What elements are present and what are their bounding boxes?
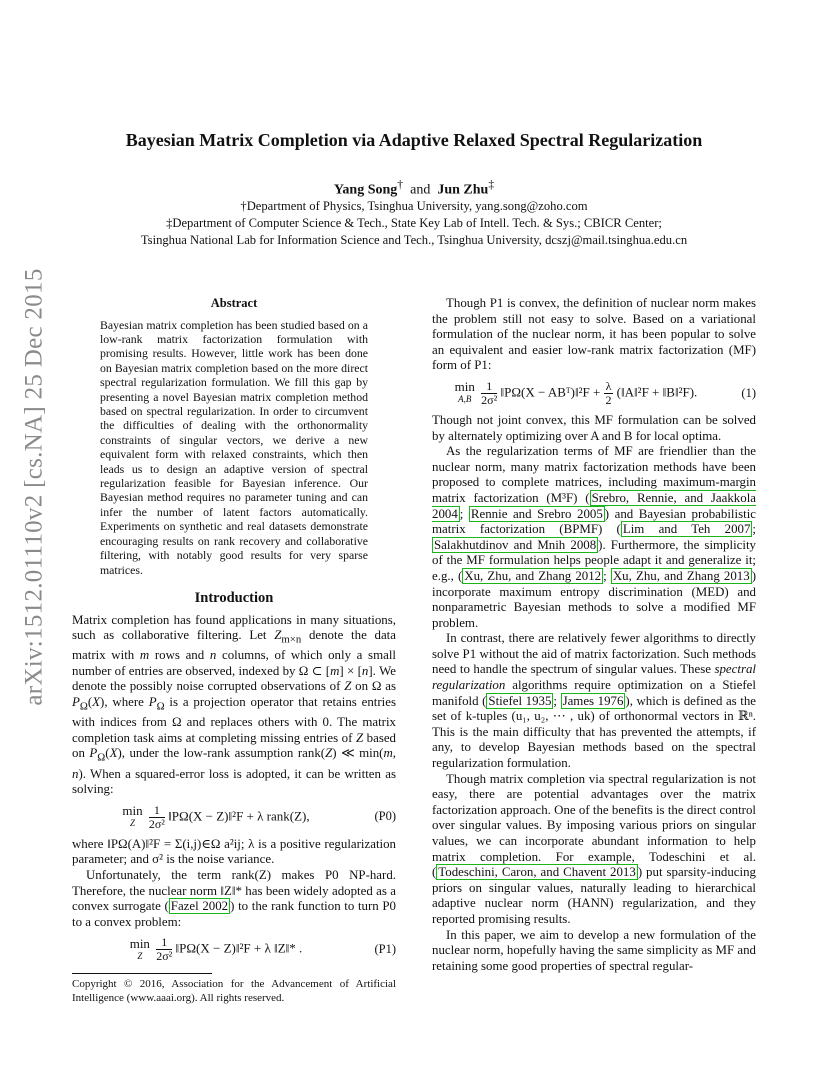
citation-link[interactable]: Salakhutdinov and Mnih 2008 [434,537,597,552]
citation-link[interactable]: Xu, Zhu, and Zhang 2013 [612,568,750,583]
affiliation-2: ‡Department of Computer Science & Tech., State Key Lab of Intell. Tech. & Sys.; CBICR Center; [166,216,662,230]
citation-link[interactable]: Stiefel 1935 [488,693,552,708]
equation-1-number: (1) [741,385,756,400]
right-paragraph-2: Though not joint convex, this MF formulation can be solved by alternately optimizing over A and B for local optima. [432,412,756,443]
right-paragraph-4: In contrast, there are relatively fewer algorithms to directly solve P1 without the aid of matrix factorization. Such methods need to handle the spectrum of singular values. These spectral regularization algorithms require optimization on a Stiefel manifold ( Stiefel 1935 ; James 1976 ), which is defined as the set of k-tuples (u₁, u₂, ⋯ , uk) of orthonormal vectors in ℝⁿ. This is the main difficulty that has prevented the attempts, if any, to develop Bayesian methods based on the spectral regularization formulation. [432,631,757,771]
intro-paragraph-2: where ‖PΩ(A)‖²F = Σ(i,j)∈Ω a²ij; λ is a positive regularization parameter; and σ² is the noise variance. [72,836,396,867]
right-paragraph-5: Though matrix completion via spectral regularization is not easy, there are potential advantages over the matrix factorization approach. One of the benefits is the direct control over singular values. By imposing various priors on singular values, we can incorporate abundant information to help matrix completion. For example, Todeschini et al. ( Todeschini, Caron, and Chavent 2013 ) put sparsity-inducing priors on singular values, naturally leading to hierarchical adaptive nuclear norm (HANN) regularization, and they reported promising results. [432,771,756,926]
paper-title: Bayesian Matrix Completion via Adaptive Relaxed Spectral Regularization [125,130,703,150]
introduction-heading: Introduction [194,589,274,606]
right-column [432,296,756,974]
equation-1: min A,B $\frac{1}{\text{2σ²}}$ ‖PΩ(X − ABᵀ)‖²F + $\frac{\lambda}{2}$ (‖A‖²F + ‖B‖²F). (1) [454,378,756,407]
intro-paragraph-1: Matrix completion has found applications in many situations, such as collaborative filtering. Let $Z_{m\times n}$ denote the data matrix with m rows and n columns, of which only a small number of entries are observed, indexed by Ω ⊂ [m] × [n]. We denote the possibly noise corrupted observations of Z on Ω as $P_\Omega(X)$, where $P_\Omega$ is a projection operator that retains entries with indices from Ω and replaces others with 0. The matrix completion task aims at completing missing entries of Z based on $P_\Omega(X)$, under the low-rank assumption rank(Z) ≪ min(m, n). When a squared-error loss is adopted, it can be written as solving: [72,612,397,797]
arxiv-stamp [20,268,50,706]
equation-p0: min Z $\frac{1}{\text{2σ²}}$ ‖PΩ(X − Z)‖²F + λ rank(Z), (P0) [122,802,396,831]
intro-paragraph-3: Unfortunately, the term rank(Z) makes P0 NP-hard. Therefore, the nuclear norm ‖Z‖* has been widely adopted as a convex surrogate ( Fazel 2002 ) to the rank function to turn P0 to a convex problem: [72,867,396,929]
citation-link[interactable]: James 1976 [562,693,624,708]
equation-p0-number: (P0) [374,809,396,824]
author-2: Jun Zhu [437,182,489,198]
right-paragraph-6: In this paper, we aim to develop a new formulation of the nuclear norm, hopefully having the same simplicity as MF and retaining some good properties of spectral regular- [432,927,756,973]
copyright-notice: Copyright © 2016, Association for the Advancement of Artificial Intelligence (www.aaai.org). All rights reserved. [72,978,396,1004]
citation-link[interactable]: Todeschini, Caron, and Chavent 2013 [438,865,636,880]
abstract-heading: Abstract [210,296,258,310]
abstract-text: Bayesian matrix completion has been studied based on a low-rank matrix factorization formulation with promising results. However, little work has been done on Bayesian matrix completion based on the more direct spectral regularization formulation. We fill this gap by presenting a novel Bayesian matrix completion method based on spectral regularization. In order to circumvent the difficulties of dealing with the orthonormality constraints of singular vectors, we derive a new equivalent form with relaxed constraints, which then leads us to design an adaptive version of spectral regularization feasible for Bayesian inference. Our Bayesian method requires no parameter tuning and can infer the number of latent factors automatically. Experiments on synthetic and real datasets demonstrate encouraging results on rank recovery and collaborative filtering, with notably good results for very sparse matrices. [100,317,368,577]
author-1-mark: † [397,178,404,191]
author-1: Yang Song [333,182,398,198]
equation-p1: min Z $\frac{1}{\text{2σ²}}$ ‖PΩ(X − Z)‖²F + λ ‖Z‖* . (P1) [129,935,396,964]
equation-p1-number: (P1) [374,942,396,957]
citation-link[interactable]: Srebro, Rennie, and Jaakkola 2004 [432,490,756,521]
author-2-mark: ‡ [488,178,495,191]
right-paragraph-1: Though P1 is convex, the definition of nuclear norm makes the problem still not easy to solve. Based on a variational formulation of the nuclear norm, it has been popular to solve an equivalent and easier low-rank matrix factorization (MF) form of P1: [432,296,756,373]
right-paragraph-3: As the regularization terms of MF are friendlier than the nuclear norm, many matrix factorization methods have been proposed to complete matrices, including maximum-margin matrix factorization (M³F) ( Srebro, Rennie, and Jaakkola 2004 ; Rennie and Srebro 2005 ) and Bayesian probabilistic matrix factorization (BPMF) ( Lim and Teh 2007 ; Salakhutdinov and Mnih 2008 ). Furthermore, the simplicity of the MF formulation helps people adapt it and generalize it; e.g., ( Xu, Zhu, and Zhang 2012 ; Xu, Zhu, and Zhang 2013 ) incorporate maximum entropy discrimination (MED) and nonparametric Bayesian methods to solve a modified MF problem. [432,444,756,630]
citation-link[interactable]: Lim and Teh 2007 [622,522,751,537]
citation-link[interactable]: Fazel 2002 [170,899,229,914]
citation-link[interactable]: Rennie and Srebro 2005 [470,506,603,521]
affiliation-1: †Department of Physics, Tsinghua University, yang.song@zoho.com [240,199,588,213]
affiliation-3: Tsinghua National Lab for Information Science and Tech., Tsinghua University, dcszj@mail.tsinghua.edu.cn [140,233,688,247]
citation-link[interactable]: Xu, Zhu, and Zhang 2012 [464,568,602,583]
footnote-rule [72,973,212,974]
author-line [60,178,768,199]
left-column [72,296,396,1005]
author-and: and [410,182,431,198]
arxiv-id: arXiv:1512.01110v2 [cs.NA] 25 Dec 2015 [21,268,48,706]
